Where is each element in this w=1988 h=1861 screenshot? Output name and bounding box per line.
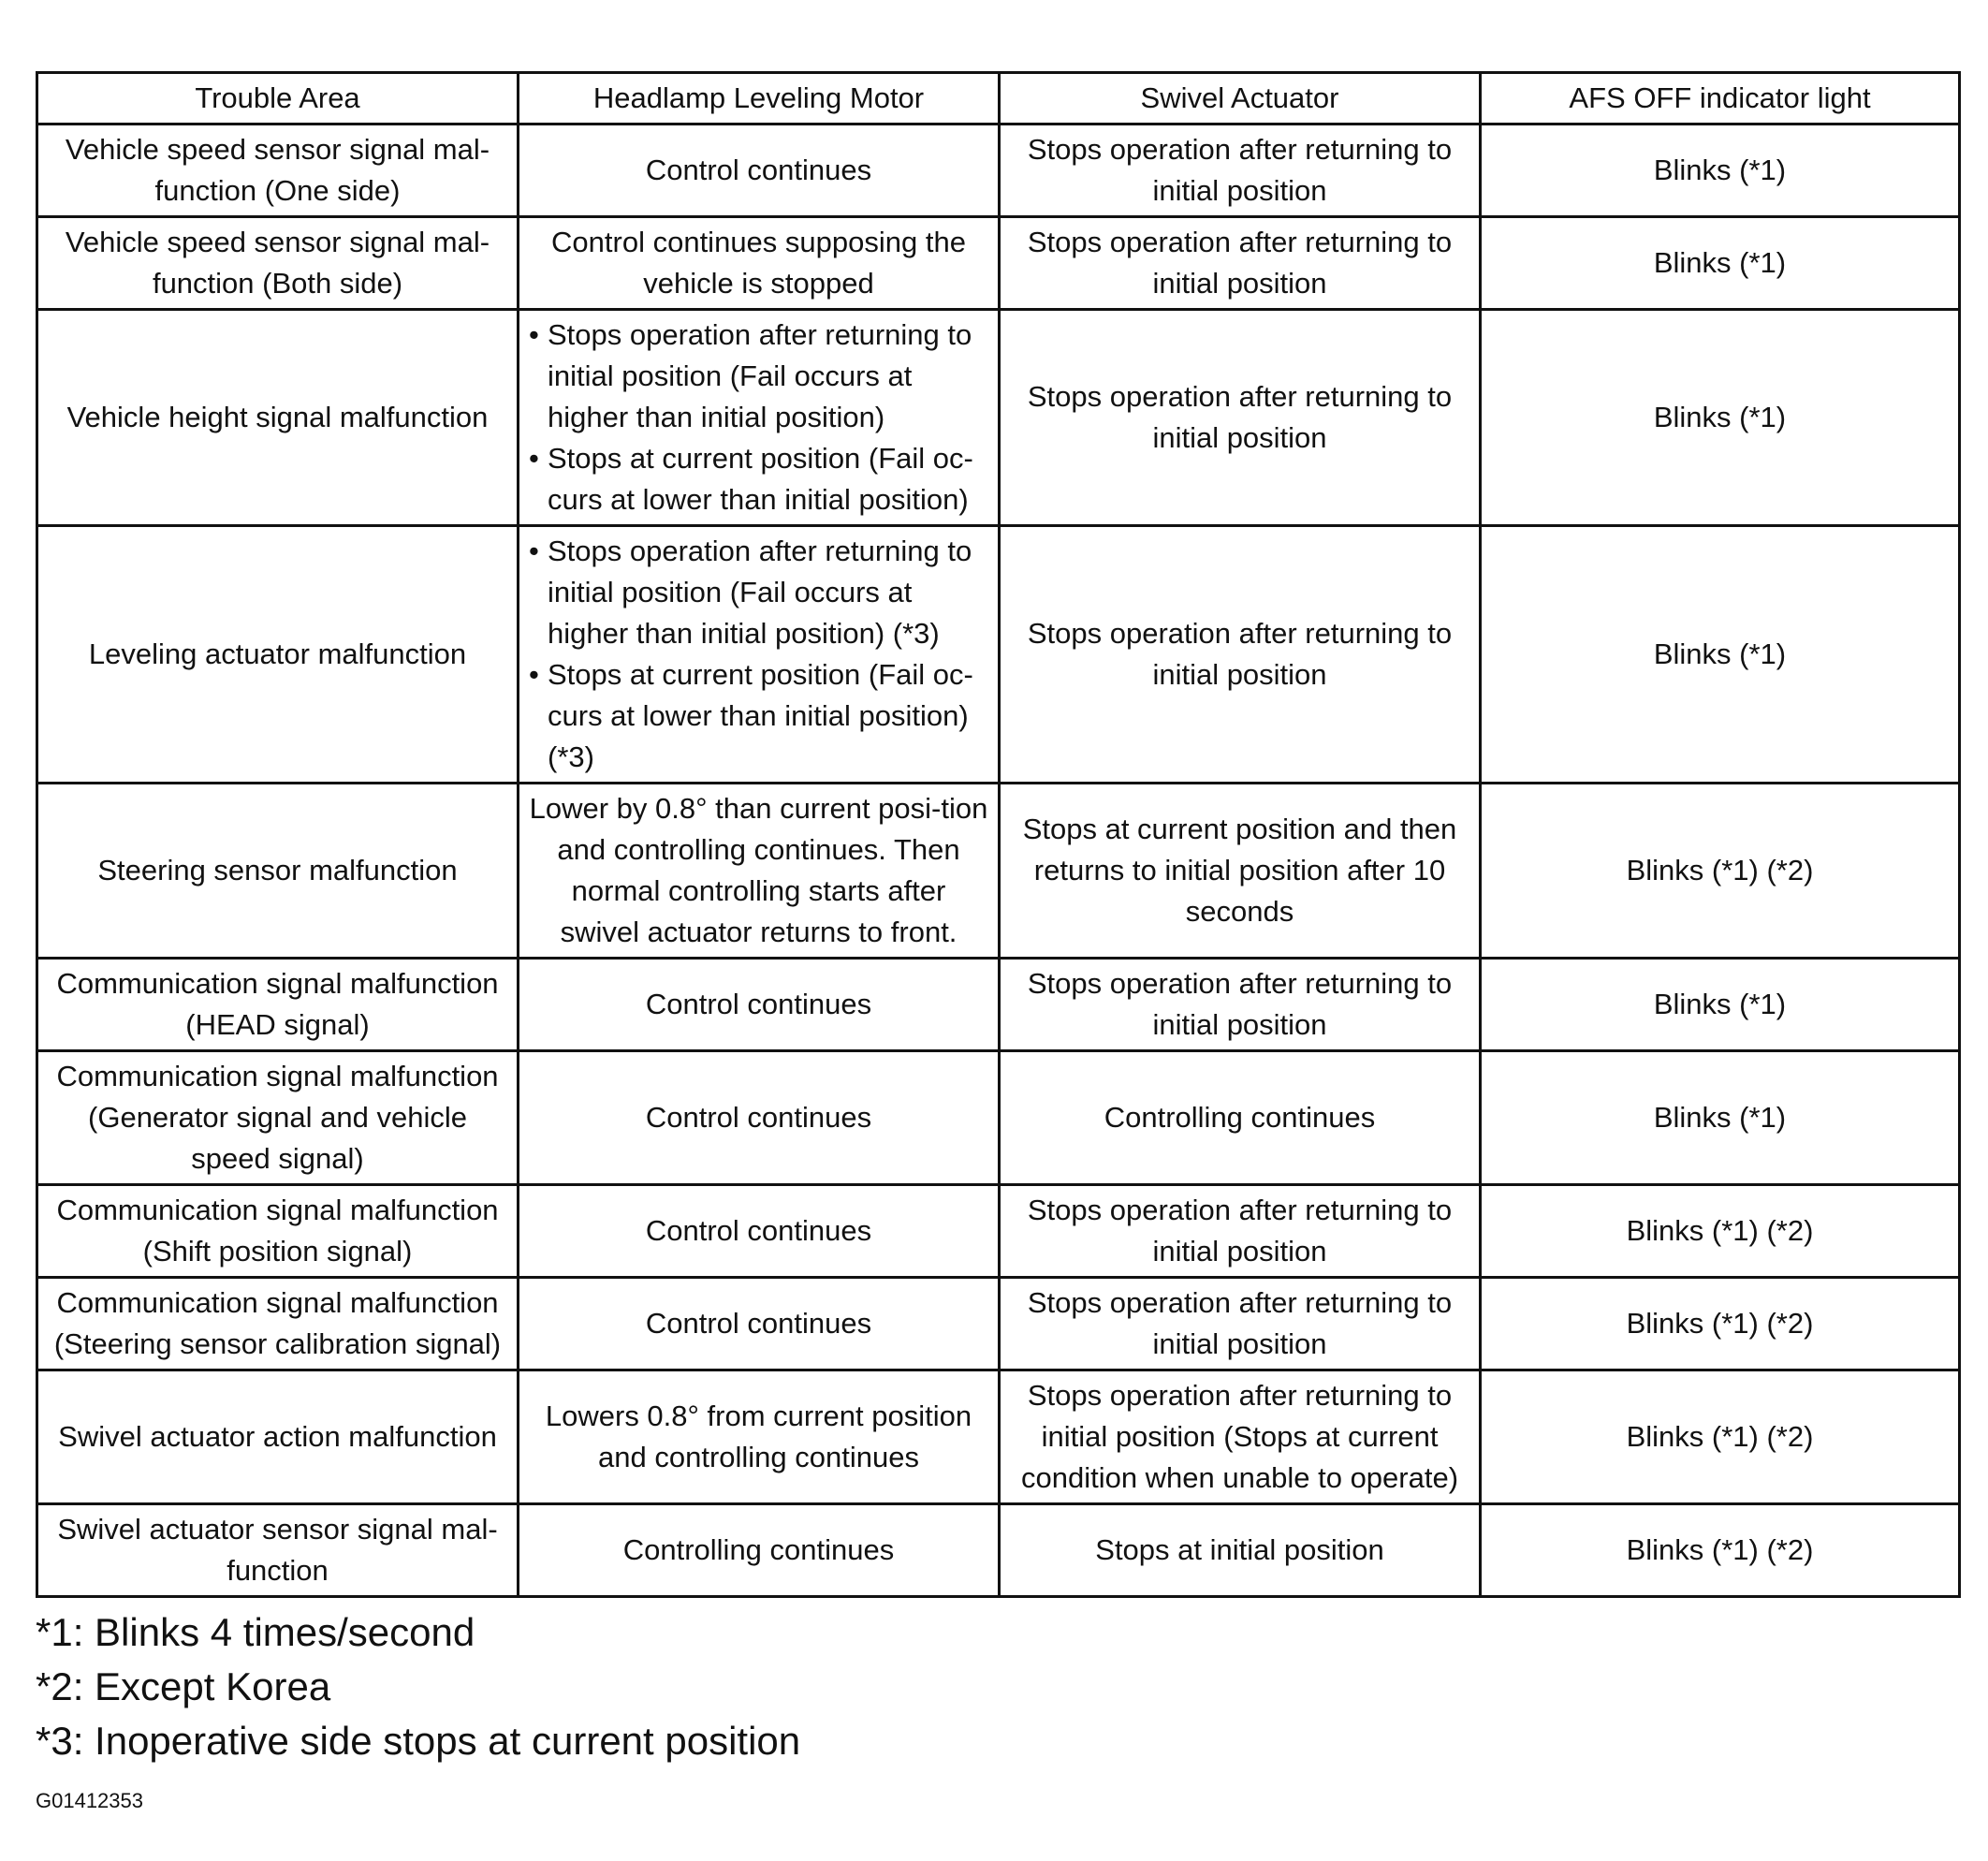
footnote-3: *3: Inoperative side stops at current position [36,1719,801,1763]
table-row [37,217,1960,310]
header-afs-off-indicator: AFS OFF indicator light [1481,73,1960,125]
cell-swivel-actuator: Stops operation after returning to initial position [1000,217,1481,310]
table-row [37,1051,1960,1185]
list-item-text: Stops at current position (Fail oc-curs at lower than initial position) [548,442,973,516]
cell-trouble-area: Communication signal malfunction (HEAD signal) [37,959,519,1051]
cell-trouble-area: Vehicle speed sensor signal mal-function (Both side) [37,217,519,310]
fail-safe-table [36,71,1961,1598]
list-item-text: Stops operation after returning to initial position (Fail occurs at higher than initial position) [548,318,972,433]
cell-swivel-actuator: Stops operation after returning to initial position [1000,1185,1481,1278]
cell-leveling-motor: Control continues [519,1185,1000,1278]
footnote-2: *2: Except Korea [36,1664,331,1708]
document-sheet [36,71,1958,1813]
cell-trouble-area: Communication signal malfunction (Steering sensor calibration signal) [37,1278,519,1370]
table-row [37,1185,1960,1278]
bullet-icon: • [529,442,539,475]
cell-indicator-light: Blinks (*1) [1481,217,1960,310]
cell-swivel-actuator: Stops operation after returning to initial position [1000,526,1481,784]
header-headlamp-leveling-motor: Headlamp Leveling Motor [519,73,1000,125]
leveling-bullet-list [529,315,988,520]
header-swivel-actuator: Swivel Actuator [1000,73,1481,125]
cell-trouble-area: Leveling actuator malfunction [37,526,519,784]
bullet-icon: • [529,318,539,351]
cell-swivel-actuator: Stops at initial position [1000,1504,1481,1597]
cell-swivel-actuator: Stops operation after returning to initial position (Stops at current condition when unable to operate) [1000,1370,1481,1504]
cell-leveling-motor [519,310,1000,526]
cell-trouble-area: Vehicle height signal malfunction [37,310,519,526]
cell-indicator-light: Blinks (*1) [1481,125,1960,217]
table-row [37,1278,1960,1370]
cell-indicator-light: Blinks (*1) [1481,1051,1960,1185]
cell-leveling-motor: Controlling continues [519,1504,1000,1597]
cell-leveling-motor: Lowers 0.8° from current position and controlling continues [519,1370,1000,1504]
header-trouble-area: Trouble Area [37,73,519,125]
cell-trouble-area: Swivel actuator sensor signal mal-function [37,1504,519,1597]
table-row [37,310,1960,526]
cell-trouble-area: Vehicle speed sensor signal mal-function (One side) [37,125,519,217]
list-item [529,315,988,438]
cell-trouble-area: Communication signal malfunction (Generator signal and vehicle speed signal) [37,1051,519,1185]
table-row [37,1504,1960,1597]
cell-indicator-light: Blinks (*1) [1481,310,1960,526]
leveling-bullet-list [529,531,988,778]
bullet-icon: • [529,658,539,691]
cell-swivel-actuator: Stops operation after returning to initial position [1000,125,1481,217]
cell-indicator-light: Blinks (*1) (*2) [1481,1504,1960,1597]
list-item-text: Stops operation after returning to initial position (Fail occurs at higher than initial position) (*3) [548,535,972,650]
table-row [37,526,1960,784]
figure-code: G01412353 [36,1789,143,1812]
cell-indicator-light: Blinks (*1) (*2) [1481,1370,1960,1504]
cell-leveling-motor: Control continues [519,1051,1000,1185]
footnote-1: *1: Blinks 4 times/second [36,1610,475,1654]
cell-trouble-area: Communication signal malfunction (Shift position signal) [37,1185,519,1278]
cell-leveling-motor [519,526,1000,784]
cell-leveling-motor: Control continues supposing the vehicle is stopped [519,217,1000,310]
cell-indicator-light: Blinks (*1) [1481,959,1960,1051]
list-item [529,654,988,778]
list-item [529,438,988,520]
cell-indicator-light: Blinks (*1) [1481,526,1960,784]
cell-indicator-light: Blinks (*1) (*2) [1481,1278,1960,1370]
cell-swivel-actuator: Stops operation after returning to initial position [1000,310,1481,526]
cell-leveling-motor: Control continues [519,1278,1000,1370]
cell-indicator-light: Blinks (*1) (*2) [1481,784,1960,959]
table-row [37,125,1960,217]
list-item [529,531,988,654]
cell-trouble-area: Swivel actuator action malfunction [37,1370,519,1504]
table-row [37,784,1960,959]
list-item-text: Stops at current position (Fail oc-curs at lower than initial position) (*3) [548,658,973,773]
cell-leveling-motor: Control continues [519,125,1000,217]
cell-swivel-actuator: Stops operation after returning to initial position [1000,1278,1481,1370]
cell-indicator-light: Blinks (*1) (*2) [1481,1185,1960,1278]
cell-swivel-actuator: Stops at current position and then returns to initial position after 10 seconds [1000,784,1481,959]
cell-trouble-area: Steering sensor malfunction [37,784,519,959]
table-row [37,1370,1960,1504]
cell-swivel-actuator: Controlling continues [1000,1051,1481,1185]
cell-leveling-motor: Lower by 0.8° than current posi-tion and controlling continues. Then normal controlling starts after swivel actuator returns to front. [519,784,1000,959]
table-header-row [37,73,1960,125]
cell-swivel-actuator: Stops operation after returning to initial position [1000,959,1481,1051]
cell-leveling-motor: Control continues [519,959,1000,1051]
table-row [37,959,1960,1051]
footnotes [36,1605,1958,1768]
bullet-icon: • [529,535,539,567]
